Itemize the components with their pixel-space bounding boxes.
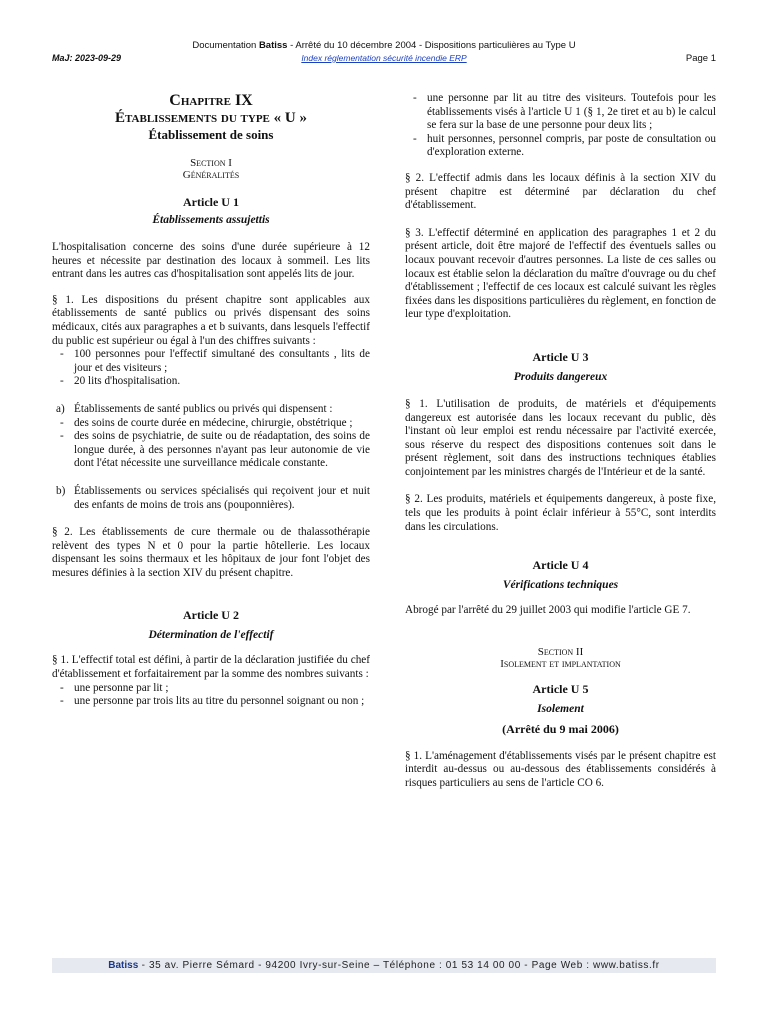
article-heading: Article U 4 (532, 558, 589, 573)
list-item: - 100 personnes pour l'effectif simultané des consultants , lits de jour et des visiteurs ; (52, 348, 370, 375)
lettered-item: b) Établissements ou services spécialisés qui reçoivent jour et nuit des enfants de moins de trois ans (pouponnières). (56, 484, 370, 511)
article-heading: Article U 5 (532, 681, 589, 696)
index-link[interactable]: Index réglementation sécurité incendie ERP (301, 53, 467, 63)
list-item: - une personne par lit au titre des visiteurs. Toutefois pour les établissements visés à l'article U 1 (§ 1, 2e tiret et au b) le calcul se fera sur la base de une personne pour deux lits ; (405, 92, 716, 133)
article-title: Vérifications techniques (502, 579, 619, 592)
page-header (52, 40, 716, 66)
right-column (405, 92, 716, 791)
item-letter: b) (56, 484, 66, 497)
article-heading: Article U 1 (183, 195, 239, 209)
list-item: - huit personnes, personnel compris, par poste de consultation ou d'exploration externe. (405, 133, 716, 160)
list-item: - des soins de psychiatrie, de suite ou de réadaptation, des soins de longue durée, à des personnes n'ayant pas leur autonomie de vie dont l'état nécessite une surveillance médicale constante. (52, 430, 370, 471)
list-item: - 20 lits d'hospitalisation. (52, 375, 370, 389)
article-heading: Article U 3 (532, 349, 589, 364)
document-title: Documentation Batiss - Arrêté du 10 décembre 2004 - Dispositions particulières au Type U (192, 40, 576, 51)
paragraph: § 1. Les dispositions du présent chapitre sont applicables aux établissements de santé publics ou privés dispensant des soins médicaux, cités aux paragraphes a et b suivants, dans lesquels l'effectif du public est supérieur ou égal à l'un des chiffres suivants : (52, 293, 370, 347)
article-title: Détermination de l'effectif (148, 629, 274, 642)
footer-contact: - 35 av. Pierre Sémard - 94200 Ivry-sur-Seine – Téléphone : 01 53 14 00 00 - Page Web : www.batiss.fr (138, 960, 660, 971)
section-name: Généralités (182, 169, 240, 181)
paragraph: § 2. Les établissements de cure thermale ou de thalassothérapie relèvent des types N et 0 pour la partie hôtellerie. Les locaux dispensant les soins thermaux et les hôpitaux de jour font l'objet des mesures définies à la section XIV du présent chapitre. (52, 526, 370, 579)
list-item: - une personne par lit ; (52, 682, 370, 696)
section-heading: Section I (190, 157, 232, 169)
paragraph: L'hospitalisation concerne des soins d'une durée supérieure à 12 heures et nécessite par destination des locaux à sommeil. Les lits entrant dans les autres cas d'hospitalisation sont appelés lits de jour. (52, 241, 370, 281)
list-item: - une personne par trois lits au titre du personnel soignant ou non ; (52, 695, 370, 709)
article-heading: Article U 2 (183, 608, 239, 623)
update-date: MaJ: 2023-09-29 (52, 53, 122, 63)
section-heading: Section II (537, 645, 584, 658)
list-item: - des soins de courte durée en médecine, chirurgie, obstétrique ; (52, 417, 370, 431)
page-number: Page 1 (685, 53, 716, 64)
article-title: Établissements assujettis (152, 214, 270, 226)
paragraph: § 2. L'effectif admis dans les locaux définis à la section XIV du présent chapitre est déterminé par déclaration du chef d'établissement. (405, 171, 716, 212)
paragraph: § 1. L'utilisation de produits, de matériels et d'équipements dangereux est autorisée dans les locaux recevant du public, dès l'instant où leur emploi est rendu nécessaire par l'activité exercée, sous réserve du respect des dispositions contenues soit dans le présent règlement, soit dans des instructions techniques établies conjointement par les ministres chargés de l'Intérieur et de la santé. (405, 397, 716, 478)
brand-name: Batiss (258, 40, 288, 51)
paragraph: § 1. L'effectif total est défini, à partir de la déclaration justifiée du chef d'établissement et forfaitairement par la somme des nombres suivants : (52, 654, 370, 681)
section-name: Isolement et implantation (500, 657, 621, 670)
left-column (52, 92, 370, 709)
article-title: Isolement (537, 702, 584, 715)
paragraph: § 2. Les produits, matériels et équipements dangereux, à poste fixe, tels que les produits à point éclair inférieur à 55°C, sont interdits dans les circulations. (405, 493, 716, 533)
item-letter: a) (56, 402, 65, 415)
paragraph: Abrogé par l'arrêté du 29 juillet 2003 qui modifie l'article GE 7. (405, 604, 691, 617)
lettered-item: a) Établissements de santé publics ou privés qui dispensent : (56, 402, 333, 415)
chapter-title: Chapitre IX (169, 92, 253, 109)
paragraph: § 3. L'effectif déterminé en application des paragraphes 1 et 2 du présent article, doit être majoré de l'effectif des éventuels salles ou locaux pouvant recevoir d'autres personnes. La liste de ces salles ou locaux est établie selon la déclaration du maître d'ouvrage ou du chef d'établissement ; l'effectif de ces locaux est calculé suivant les règles fixées dans les dispositions particulières du règlement, en fonction de leur type d'exploitation. (405, 226, 716, 321)
article-date: (Arrêté du 9 mai 2006) (502, 721, 619, 736)
page-footer (52, 958, 716, 973)
paragraph: § 1. L'aménagement d'établissements visés par le présent chapitre est interdit au-dessus ou au-dessous des établissements considérés à risques particuliers au sens de l'article CO 6. (405, 749, 716, 790)
article-title: Produits dangereux (513, 370, 608, 383)
chapter-subtitle-2: Établissement de soins (148, 127, 274, 142)
chapter-subtitle: Établissements du type « U » (115, 110, 307, 126)
footer-brand: Batiss (108, 960, 139, 971)
